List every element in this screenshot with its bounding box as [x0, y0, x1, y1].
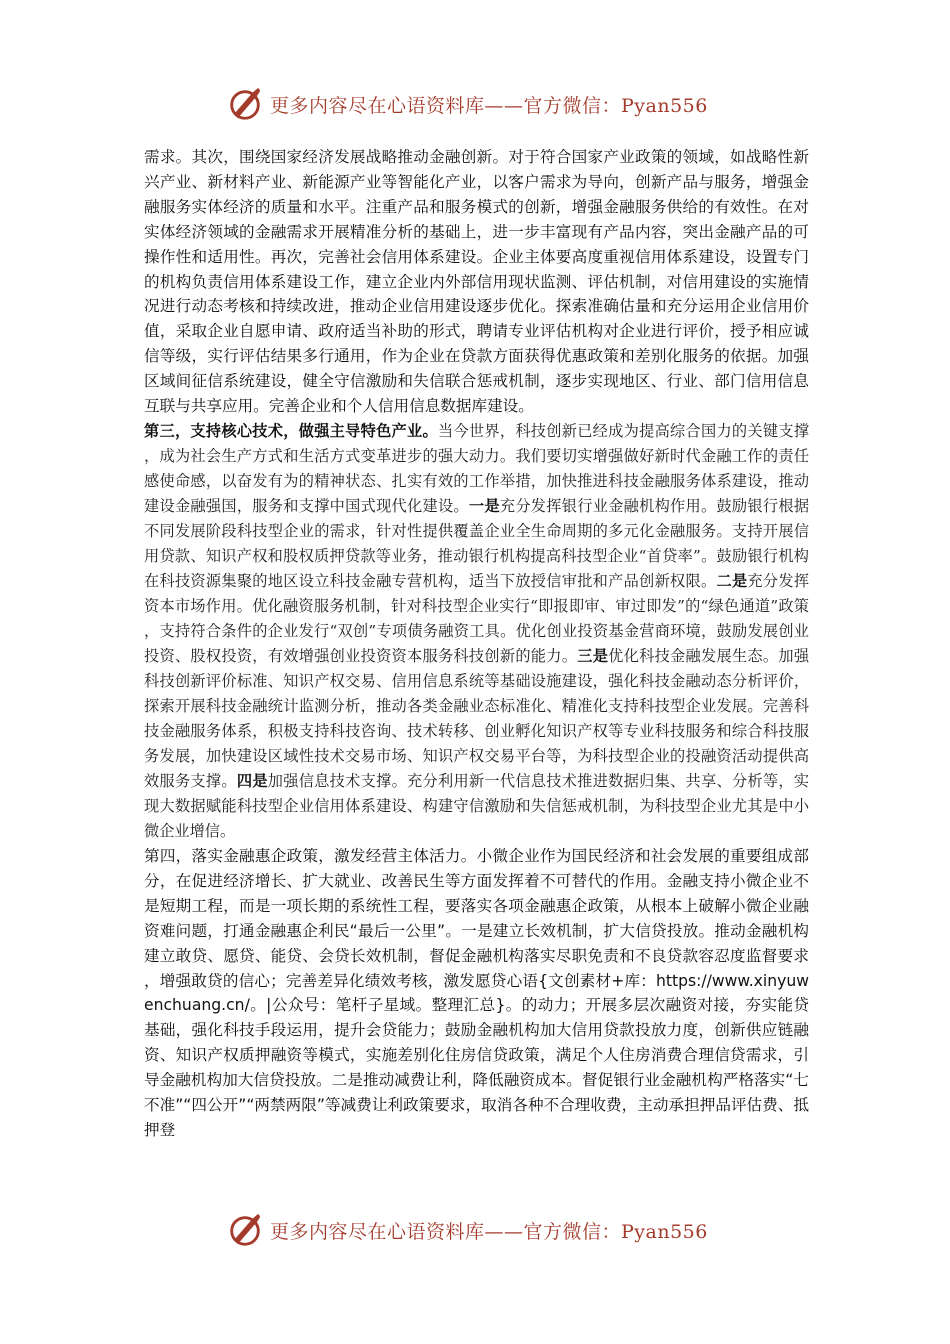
section-three-point-1: 充分发挥银行业金融机构作用。鼓励银行根据不同发展阶段科技型企业的需求，针对性提供覆盖企业全生命周期的多元化金融服务。支持开展信用贷款、知识产权和股权质押贷款等业务，推动银行机构提高科技型企业“首贷率”。鼓励银行机构在科技资源集聚的地区设立科技金融专营机构，适当下放授信审批和产品创新权限。 — [144, 496, 810, 590]
section-three-point-2: 充分发挥资本市场作用。优化融资服务机制，针对科技型企业实行“即报即审、审过即发”的“绿色通道”政策，支持符合条件的企业发行“双创”专项债务融资工具。优化创业投资基金营商环境，鼓励发展创业投资、股权投资，有效增强创业投资资本服务科技创新的能力。 — [144, 571, 810, 665]
marker-fourth: 四是 — [236, 771, 268, 790]
section-three-heading: 第三，支持核心技术，做强主导特色产业。 — [144, 421, 438, 440]
watermark-banner-bottom — [226, 1210, 746, 1250]
watermark-text: 更多内容尽在心语资料库——官方微信：Pyan556 — [270, 94, 708, 117]
section-two-tail-paragraph: 需求。其次，围绕国家经济发展战略推动金融创新。对于符合国家产业政策的领域，如战略性新兴产业、新材料产业、新能源产业等智能化产业，以客户需求为导向，创新产品与服务，增强金融服务实体经济的质量和水平。注重产品和服务模式的创新，增强金融服务供给的有效性。在对实体经济领域的金融需求开展精准分析的基础上，进一步丰富现有产品内容，突出金融产品的可操作性和适用性。再次，完善社会信用体系建设。企业主体要高度重视信用体系建设，设置专门的机构负责信用体系建设工作，建立企业内外部信用现状监测、评估机制，对信用建设的实施情况进行动态考核和持续改进，推动企业信用建设逐步优化。探索准确估量和充分运用企业信用价值，采取企业自愿申请、政府适当补助的形式，聘请专业评估机构对企业进行评价，授予相应诚信等级，实行评估结果多行通用，作为企业在贷款方面获得优惠政策和差别化服务的依据。加强区域间征信系统建设，健全守信激励和失信联合惩戒机制，逐步实现地区、行业、部门信用信息互联与共享应用。完善企业和个人信用信息数据库建设。 — [144, 148, 809, 416]
section-three-paragraph — [144, 419, 809, 844]
brush-logo-icon — [226, 85, 264, 123]
section-three-intro: 当今世界，科技创新已经成为提高综合国力的关键支撑，成为社会生产方式和生活方式变革进步的强大动力。我们要切实增强做好新时代金融工作的责任感使命感，以奋发有为的精神状态、扎实有效的工作举措，加快推进科技金融服务体系建设，推动建设金融强国，服务和支撑中国式现代化建设。 — [144, 421, 810, 515]
watermark-banner-top — [226, 84, 746, 124]
marker-second: 二是 — [716, 571, 748, 590]
section-three-point-4: 加强信息技术支撑。充分利用新一代信息技术推进数据归集、共享、分析等，实现大数据赋能科技型企业信用体系建设、构建守信激励和失信惩戒机制，为科技型企业尤其是中小微企业增信。 — [144, 771, 810, 840]
marker-first: 一是 — [468, 496, 500, 515]
marker-third: 三是 — [577, 646, 609, 665]
document-body — [144, 145, 809, 1143]
watermark-text: 更多内容尽在心语资料库——官方微信：Pyan556 — [270, 1220, 708, 1243]
brush-logo-icon — [226, 1211, 264, 1249]
section-four-paragraph: 第四，落实金融惠企政策，激发经营主体活力。小微企业作为国民经济和社会发展的重要组成部分，在促进经济增长、扩大就业、改善民生等方面发挥着不可替代的作用。金融支持小微企业不是短期工程，而是一项长期的系统性工程，要落实各项金融惠企政策，从根本上破解小微企业融资难问题，打通金融惠企利民“最后一公里”。一是建立长效机制，扩大信贷投放。推动金融机构建立敢贷、愿贷、能贷、会贷长效机制，督促金融机构落实尽职免责和不良贷款容忍度监督要求，增强敢贷的信心；完善差异化绩效考核，激发愿贷心语{文创素材+库：https://www.xinyuwenchuang.cn/。|公众号：笔杆子星域。整理汇总}。的动力；开展多层次融资对接，夯实能贷基础，强化科技手段运用，提升会贷能力；鼓励金融机构加大信用贷款投放力度，创新供应链融资、知识产权质押融资等模式，实施差别化住房信贷政策，满足个人住房消费合理信贷需求，引导金融机构加大信贷投放。二是推动减费让利，降低融资成本。督促银行业金融机构严格落实“七不准”“四公开”“两禁两限”等减费让利政策要求，取消各种不合理收费，主动承担押品评估费、抵押登 — [144, 846, 809, 1139]
section-three-point-3: 优化科技金融发展生态。加强科技创新评价标准、知识产权交易、信用信息系统等基础设施建设，强化科技金融动态分析评价，探索开展科技金融统计监测分析，推动各类金融业态标准化、精准化支持科技型企业发展。完善科技金融服务体系，积极支持科技咨询、技术转移、创业孵化知识产权等专业科技服务和综合科技服务发展，加快建设区域性技术交易市场、知识产权交易平台等，为科技型企业的投融资活动提供高效服务支撑。 — [144, 646, 810, 790]
